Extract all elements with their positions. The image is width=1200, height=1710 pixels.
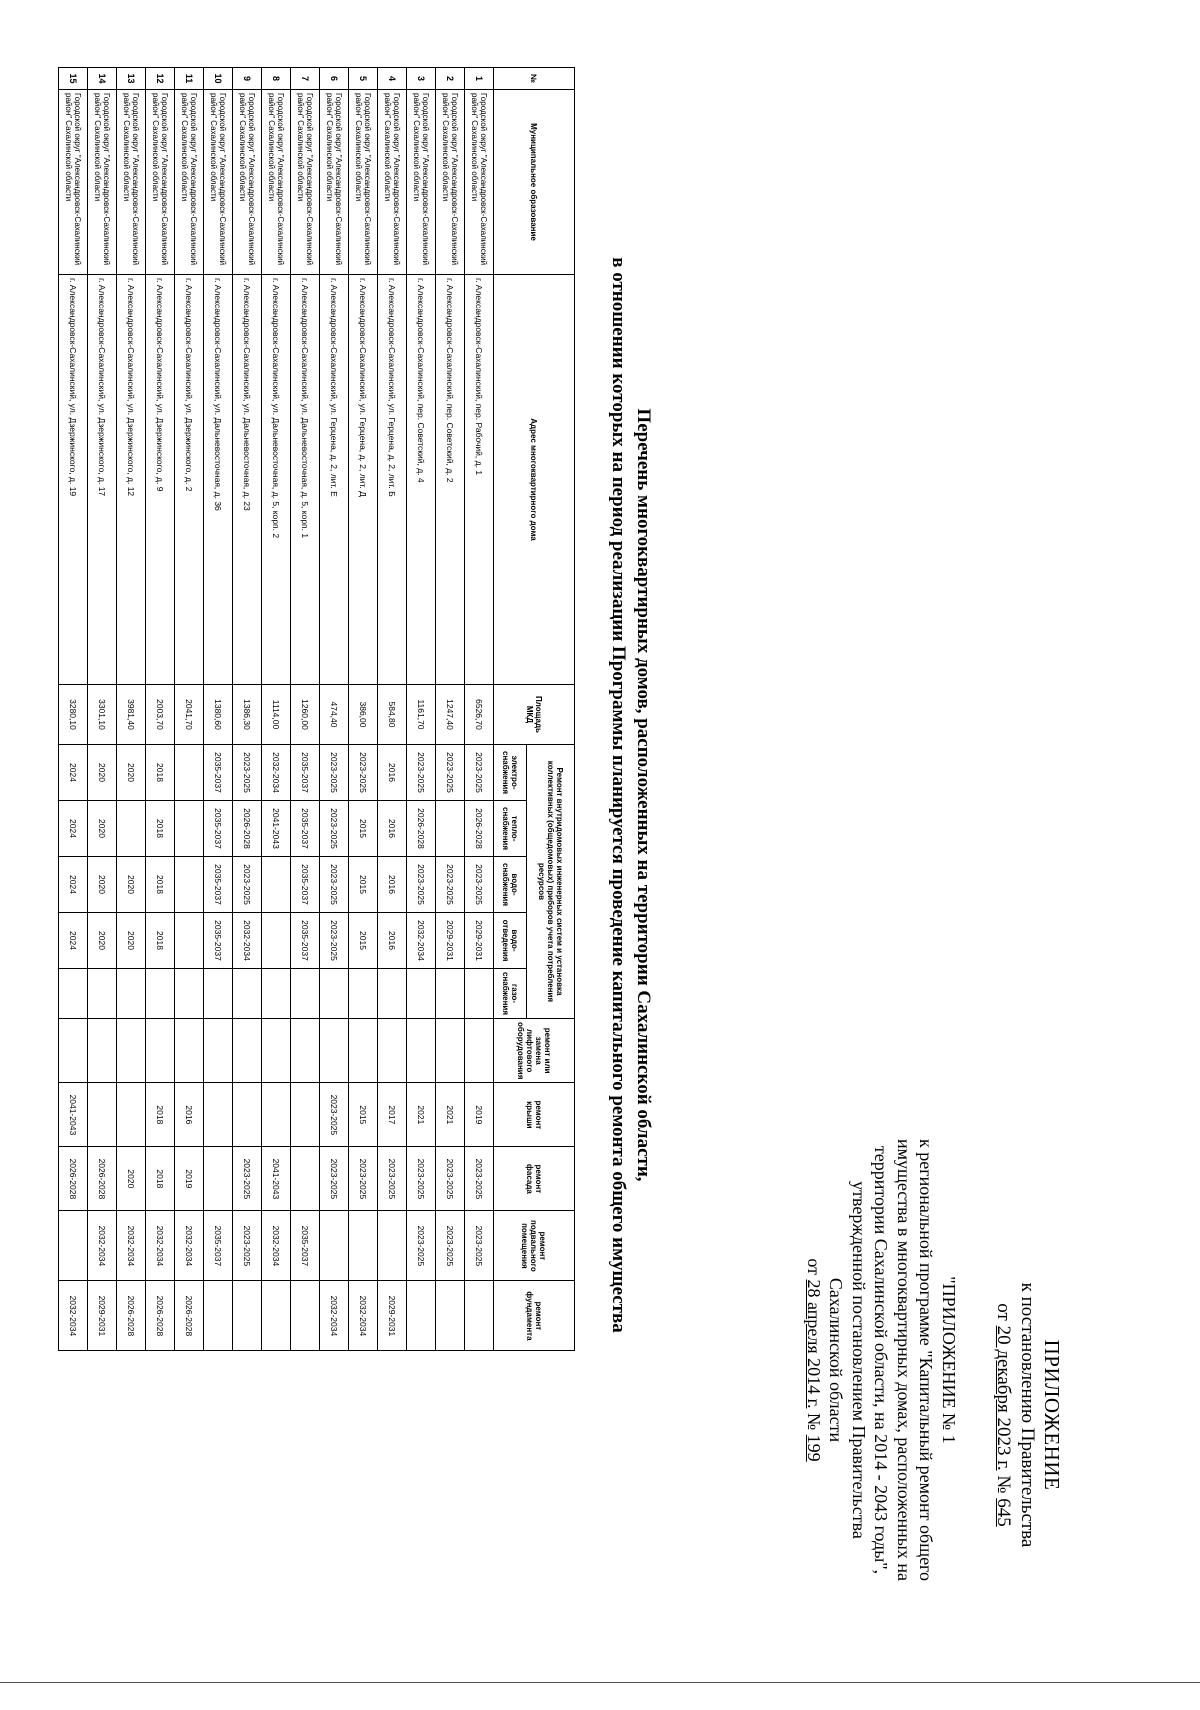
facade-cell: 2018: [146, 1147, 175, 1211]
header-address: Адрес многоквартирного дома: [494, 275, 575, 685]
header-basement: ремонт подвального помещения: [494, 1211, 575, 1281]
electricity-cell: 2035-2037: [204, 745, 233, 801]
facade-cell: 2023-2025: [320, 1147, 349, 1211]
address-cell: г. Александровск-Сахалинский, пер. Рабочий, д. 1: [465, 275, 494, 685]
electricity-cell: 2032-2034: [262, 745, 291, 801]
document-title: [606, 195, 655, 1395]
table-row: [88, 68, 117, 1351]
row-number: 12: [146, 68, 175, 90]
row-number: 15: [59, 68, 88, 90]
row-number: 6: [320, 68, 349, 90]
appendix-number-prefix: №: [993, 1475, 1014, 1494]
row-number: 10: [204, 68, 233, 90]
water-supply-cell: 2020: [88, 857, 117, 913]
row-number: 14: [88, 68, 117, 90]
drainage-cell: 2020: [88, 913, 117, 969]
basement-cell: 2035-2037: [291, 1211, 320, 1281]
municipality-cell: Городской округ "Александровск-Сахалинский район" Сахалинской области: [117, 90, 146, 275]
basement-cell: 2023-2025: [407, 1211, 436, 1281]
facade-cell: 2026-2028: [88, 1147, 117, 1211]
address-cell: г. Александровск-Сахалинский, ул. Герцена, д. 2, лит. Б: [378, 275, 407, 685]
water-supply-cell: 2015: [349, 857, 378, 913]
address-cell: г. Александровск-Сахалинский, ул. Дзержинского, д. 19: [59, 275, 88, 685]
heating-cell: 2026-2028: [407, 801, 436, 857]
old-appendix-date-line: [803, 1080, 826, 1640]
facade-cell: 2019: [175, 1147, 204, 1211]
heating-cell: 2024: [59, 801, 88, 857]
area-cell: 3280,10: [59, 685, 88, 745]
foundation-cell: 2032-2034: [59, 1281, 88, 1351]
area-cell: 1380,60: [204, 685, 233, 745]
heating-cell: 2016: [378, 801, 407, 857]
basement-cell: 2023-2025: [436, 1211, 465, 1281]
area-cell: 1247,40: [436, 685, 465, 745]
electricity-cell: 2020: [88, 745, 117, 801]
drainage-cell: 2029-2031: [436, 913, 465, 969]
row-number: 3: [407, 68, 436, 90]
old-appendix-title: "ПРИЛОЖЕНИЕ № 1: [939, 1276, 959, 1444]
electricity-cell: 2024: [59, 745, 88, 801]
table-row: [262, 68, 291, 1351]
table-row: [233, 68, 262, 1351]
electricity-cell: 2023-2025: [320, 745, 349, 801]
water-supply-cell: 2023-2025: [465, 857, 494, 913]
heating-cell: 2035-2037: [204, 801, 233, 857]
elevator-cell: [349, 1019, 378, 1083]
gas-cell: [146, 969, 175, 1019]
area-cell: 474,40: [320, 685, 349, 745]
elevator-cell: [175, 1019, 204, 1083]
facade-cell: 2023-2025: [436, 1147, 465, 1211]
basement-cell: 2032-2034: [117, 1211, 146, 1281]
foundation-cell: 2026-2028: [175, 1281, 204, 1351]
electricity-cell: 2016: [378, 745, 407, 801]
roof-cell: [204, 1083, 233, 1147]
header-num: №: [494, 68, 575, 90]
table-row: [117, 68, 146, 1351]
gas-cell: [117, 969, 146, 1019]
municipality-cell: Городской округ "Александровск-Сахалинский район" Сахалинской области: [407, 90, 436, 275]
electricity-cell: 2023-2025: [233, 745, 262, 801]
roof-cell: 2019: [465, 1083, 494, 1147]
drainage-cell: 2018: [146, 913, 175, 969]
drainage-cell: 2032-2034: [233, 913, 262, 969]
foundation-cell: [233, 1281, 262, 1351]
old-appendix-number: 199: [804, 1434, 824, 1462]
heating-cell: 2035-2037: [291, 801, 320, 857]
address-cell: г. Александровск-Сахалинский, ул. Дзержинского, д. 12: [117, 275, 146, 685]
electricity-cell: [175, 745, 204, 801]
area-cell: 3301,10: [88, 685, 117, 745]
elevator-cell: [407, 1019, 436, 1083]
area-cell: 1161,70: [407, 685, 436, 745]
header-gas: газо-снабжения: [494, 969, 527, 1019]
row-number: 13: [117, 68, 146, 90]
gas-cell: [262, 969, 291, 1019]
drainage-cell: [175, 913, 204, 969]
row-number: 5: [349, 68, 378, 90]
drainage-cell: 2024: [59, 913, 88, 969]
area-cell: 1114,00: [262, 685, 291, 745]
foundation-cell: [407, 1281, 436, 1351]
area-cell: 2003,70: [146, 685, 175, 745]
table-row: [291, 68, 320, 1351]
table-row: [146, 68, 175, 1351]
municipality-cell: Городской округ "Александровск-Сахалинский район" Сахалинской области: [320, 90, 349, 275]
address-cell: г. Александровск-Сахалинский, пер. Советский, д. 4: [407, 275, 436, 685]
address-cell: г. Александровск-Сахалинский, ул. Герцена, д. 2, лит. Д: [349, 275, 378, 685]
table-row: [320, 68, 349, 1351]
drainage-cell: 2035-2037: [204, 913, 233, 969]
basement-cell: 2035-2037: [204, 1211, 233, 1281]
table-row: [59, 68, 88, 1351]
roof-cell: [233, 1083, 262, 1147]
foundation-cell: [436, 1281, 465, 1351]
basement-cell: [59, 1211, 88, 1281]
address-cell: г. Александровск-Сахалинский, ул. Дзержинского, д. 9: [146, 275, 175, 685]
heating-cell: 2020: [88, 801, 117, 857]
gas-cell: [407, 969, 436, 1019]
heating-cell: [117, 801, 146, 857]
basement-cell: 2032-2034: [88, 1211, 117, 1281]
electricity-cell: 2023-2025: [436, 745, 465, 801]
elevator-cell: [378, 1019, 407, 1083]
row-number: 11: [175, 68, 204, 90]
roof-cell: 2017: [378, 1083, 407, 1147]
elevator-cell: [233, 1019, 262, 1083]
header-engineering-group: Ремонт внутридомовых инженерных систем и установка коллективных (общедомовых) приборов учета потребления ресурсов: [526, 745, 574, 1019]
elevator-cell: [436, 1019, 465, 1083]
table-row: [465, 68, 494, 1351]
old-appendix-date-prefix: от: [804, 1258, 824, 1275]
roof-cell: 2015: [349, 1083, 378, 1147]
appendix-header: [991, 1225, 1065, 1605]
header-heating: тепло-снабжения: [494, 801, 527, 857]
drainage-cell: 2023-2025: [320, 913, 349, 969]
appendix-date-line: [991, 1225, 1015, 1605]
heating-cell: [175, 801, 204, 857]
header-water-supply: водо-снабжения: [494, 857, 527, 913]
heating-cell: [436, 801, 465, 857]
drainage-cell: 2015: [349, 913, 378, 969]
roof-cell: 2023-2025: [320, 1083, 349, 1147]
municipality-cell: Городской округ "Александровск-Сахалинский район" Сахалинской области: [204, 90, 233, 275]
gas-cell: [204, 969, 233, 1019]
row-number: 7: [291, 68, 320, 90]
municipality-cell: Городской округ "Александровск-Сахалинский район" Сахалинской области: [59, 90, 88, 275]
old-appendix-date: 28 апреля 2014 г.: [804, 1279, 824, 1409]
elevator-cell: [146, 1019, 175, 1083]
address-cell: г. Александровск-Сахалинский, ул. Дальневосточная, д. 5, корп. 2: [262, 275, 291, 685]
document-title-line2: в отношении которых на период реализации Программы планируется проведение капитального ремонта общего имущества: [608, 257, 630, 1333]
facade-cell: 2023-2025: [233, 1147, 262, 1211]
houses-table: [58, 67, 575, 1351]
facade-cell: [204, 1147, 233, 1211]
water-supply-cell: 2035-2037: [291, 857, 320, 913]
facade-cell: 2020: [117, 1147, 146, 1211]
heating-cell: 2026-2028: [233, 801, 262, 857]
address-cell: г. Александровск-Сахалинский, ул. Дальневосточная, д. 36: [204, 275, 233, 685]
drainage-cell: 2035-2037: [291, 913, 320, 969]
header-municipality: Муниципальное образование: [494, 90, 575, 275]
table-row: [175, 68, 204, 1351]
gas-cell: [349, 969, 378, 1019]
drainage-cell: [262, 913, 291, 969]
appendix-number: 645: [993, 1498, 1014, 1527]
water-supply-cell: [175, 857, 204, 913]
basement-cell: [320, 1211, 349, 1281]
heating-cell: 2041-2043: [262, 801, 291, 857]
elevator-cell: [262, 1019, 291, 1083]
municipality-cell: Городской округ "Александровск-Сахалинский район" Сахалинской области: [349, 90, 378, 275]
header-drainage: водо-отведения: [494, 913, 527, 969]
old-appendix-number-prefix: №: [804, 1412, 824, 1431]
table-row: [407, 68, 436, 1351]
municipality-cell: Городской округ "Александровск-Сахалинский район" Сахалинской области: [262, 90, 291, 275]
roof-cell: 2021: [407, 1083, 436, 1147]
roof-cell: 2018: [146, 1083, 175, 1147]
header-facade: ремонт фасада: [494, 1147, 575, 1211]
appendix-date: 20 декабря 2023 г.: [993, 1325, 1014, 1471]
old-appendix-line3: территории Сахалинской области, на 2014 - 2043 годы",: [871, 1145, 892, 1575]
municipality-cell: Городской округ "Александровск-Сахалинский район" Сахалинской области: [88, 90, 117, 275]
gas-cell: [291, 969, 320, 1019]
address-cell: г. Александровск-Сахалинский, пер. Советский, д. 2: [436, 275, 465, 685]
address-cell: г. Александровск-Сахалинский, ул. Дзержинского, д. 2: [175, 275, 204, 685]
elevator-cell: [117, 1019, 146, 1083]
roof-cell: [88, 1083, 117, 1147]
address-cell: г. Александровск-Сахалинский, ул. Дзержинского, д. 17: [88, 275, 117, 685]
row-number: 1: [465, 68, 494, 90]
facade-cell: 2023-2025: [407, 1147, 436, 1211]
municipality-cell: Городской округ "Александровск-Сахалинский район" Сахалинской области: [146, 90, 175, 275]
municipality-cell: Городской округ "Александровск-Сахалинский район" Сахалинской области: [465, 90, 494, 275]
table-row: [204, 68, 233, 1351]
elevator-cell: [204, 1019, 233, 1083]
table-body: [59, 68, 494, 1351]
old-appendix-header: [803, 1080, 961, 1640]
facade-cell: 2041-2043: [262, 1147, 291, 1211]
water-supply-cell: 2018: [146, 857, 175, 913]
appendix-line1: к постановлению Правительства: [1016, 1282, 1038, 1548]
area-cell: 1260,00: [291, 685, 320, 745]
elevator-cell: [320, 1019, 349, 1083]
water-supply-cell: 2023-2025: [320, 857, 349, 913]
document-page: [5, 45, 1155, 1695]
facade-cell: 2023-2025: [349, 1147, 378, 1211]
foundation-cell: 2026-2028: [146, 1281, 175, 1351]
area-cell: 3981,40: [117, 685, 146, 745]
foundation-cell: [291, 1281, 320, 1351]
drainage-cell: 2020: [117, 913, 146, 969]
electricity-cell: 2023-2025: [465, 745, 494, 801]
basement-cell: 2023-2025: [465, 1211, 494, 1281]
basement-cell: 2023-2025: [233, 1211, 262, 1281]
area-cell: 2041,70: [175, 685, 204, 745]
heating-cell: 2018: [146, 801, 175, 857]
basement-cell: 2032-2034: [262, 1211, 291, 1281]
header-foundation: ремонт фундамента: [494, 1281, 575, 1351]
table-header-row: [526, 68, 574, 1351]
area-cell: 6526,70: [465, 685, 494, 745]
elevator-cell: [291, 1019, 320, 1083]
gas-cell: [59, 969, 88, 1019]
facade-cell: [291, 1147, 320, 1211]
electricity-cell: 2023-2025: [349, 745, 378, 801]
area-cell: 386,00: [349, 685, 378, 745]
row-number: 8: [262, 68, 291, 90]
document-title-line1: Перечень многоквартирных домов, расположенных на территории Сахалинской области,: [633, 408, 654, 1182]
water-supply-cell: 2023-2025: [436, 857, 465, 913]
municipality-cell: Городской округ "Александровск-Сахалинский район" Сахалинской области: [291, 90, 320, 275]
roof-cell: [117, 1083, 146, 1147]
old-appendix-line4: утвержденной постановлением Правительства: [849, 1181, 869, 1539]
electricity-cell: 2018: [146, 745, 175, 801]
facade-cell: 2023-2025: [465, 1147, 494, 1211]
gas-cell: [465, 969, 494, 1019]
gas-cell: [320, 969, 349, 1019]
gas-cell: [88, 969, 117, 1019]
old-appendix-line1: к региональной программе "Капитальный ремонт общего: [916, 1138, 937, 1581]
elevator-cell: [465, 1019, 494, 1083]
header-elevator: ремонт или замена лифтового оборудования: [494, 1019, 575, 1083]
drainage-cell: 2032-2034: [407, 913, 436, 969]
address-cell: г. Александровск-Сахалинский, ул. Дальневосточная, д. 5, корп. 1: [291, 275, 320, 685]
roof-cell: 2021: [436, 1083, 465, 1147]
table-row: [349, 68, 378, 1351]
water-supply-cell: 2023-2025: [407, 857, 436, 913]
foundation-cell: [204, 1281, 233, 1351]
foundation-cell: 2026-2028: [117, 1281, 146, 1351]
appendix-title: ПРИЛОЖЕНИЕ: [1040, 1339, 1064, 1491]
basement-cell: [378, 1211, 407, 1281]
elevator-cell: [59, 1019, 88, 1083]
row-number: 9: [233, 68, 262, 90]
roof-cell: 2041-2043: [59, 1083, 88, 1147]
roof-cell: 2016: [175, 1083, 204, 1147]
foundation-cell: 2029-2031: [88, 1281, 117, 1351]
old-appendix-line2: имущества в многоквартирных домах, расположенных на: [894, 1138, 914, 1582]
basement-cell: 2032-2034: [175, 1211, 204, 1281]
gas-cell: [233, 969, 262, 1019]
header-electricity: электро-снабжения: [494, 745, 527, 801]
heating-cell: 2023-2025: [320, 801, 349, 857]
water-supply-cell: 2016: [378, 857, 407, 913]
old-appendix-line5: Сахалинской области: [826, 1277, 847, 1443]
foundation-cell: [262, 1281, 291, 1351]
water-supply-cell: 2024: [59, 857, 88, 913]
elevator-cell: [88, 1019, 117, 1083]
municipality-cell: Городской округ "Александровск-Сахалинский район" Сахалинской области: [378, 90, 407, 275]
appendix-date-prefix: от: [993, 1303, 1014, 1321]
foundation-cell: 2029-2031: [378, 1281, 407, 1351]
facade-cell: 2023-2025: [378, 1147, 407, 1211]
address-cell: г. Александровск-Сахалинский, ул. Герцена, д. 2, лит. Е: [320, 275, 349, 685]
header-area: Площадь МКД: [494, 685, 575, 745]
table-row: [378, 68, 407, 1351]
foundation-cell: 2032-2034: [349, 1281, 378, 1351]
drainage-cell: 2029-2031: [465, 913, 494, 969]
electricity-cell: 2035-2037: [291, 745, 320, 801]
water-supply-cell: 2020: [117, 857, 146, 913]
foundation-cell: 2032-2034: [320, 1281, 349, 1351]
electricity-cell: 2023-2025: [407, 745, 436, 801]
municipality-cell: Городской округ "Александровск-Сахалинский район" Сахалинской области: [436, 90, 465, 275]
area-cell: 584,80: [378, 685, 407, 745]
municipality-cell: Городской округ "Александровск-Сахалинский район" Сахалинской области: [175, 90, 204, 275]
basement-cell: [349, 1211, 378, 1281]
address-cell: г. Александровск-Сахалинский, ул. Дальневосточная, д. 23: [233, 275, 262, 685]
basement-cell: 2032-2034: [146, 1211, 175, 1281]
water-supply-cell: 2023-2025: [233, 857, 262, 913]
gas-cell: [436, 969, 465, 1019]
row-number: 2: [436, 68, 465, 90]
gas-cell: [175, 969, 204, 1019]
header-roof: ремонт крыши: [494, 1083, 575, 1147]
heating-cell: 2015: [349, 801, 378, 857]
facade-cell: 2026-2028: [59, 1147, 88, 1211]
electricity-cell: 2020: [117, 745, 146, 801]
drainage-cell: 2016: [378, 913, 407, 969]
roof-cell: [291, 1083, 320, 1147]
area-cell: 1386,30: [233, 685, 262, 745]
row-number: 4: [378, 68, 407, 90]
heating-cell: 2026-2028: [465, 801, 494, 857]
roof-cell: [262, 1083, 291, 1147]
water-supply-cell: 2035-2037: [204, 857, 233, 913]
gas-cell: [378, 969, 407, 1019]
scan-edge-line: [0, 1682, 1200, 1683]
water-supply-cell: [262, 857, 291, 913]
municipality-cell: Городской округ "Александровск-Сахалинский район" Сахалинской области: [233, 90, 262, 275]
table-row: [436, 68, 465, 1351]
foundation-cell: [465, 1281, 494, 1351]
